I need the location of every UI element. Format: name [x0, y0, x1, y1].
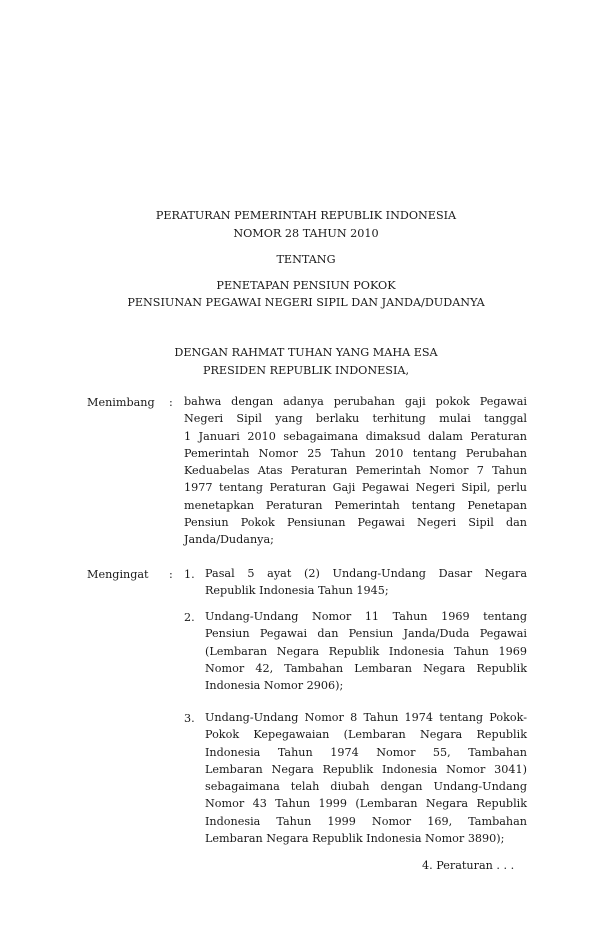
menimbang-text [184, 393, 527, 549]
menimbang-line: Keduabelas Atas Peraturan Pemerintah Nomor 7 Tahun [184, 464, 527, 478]
list-item-number: 1. [184, 568, 195, 581]
menimbang-line: Negeri Sipil yang berlaku terhitung mulai tanggal [184, 412, 527, 426]
tentang-heading: TENTANG [276, 253, 336, 266]
list-item-number: 2. [184, 611, 195, 624]
list-item [205, 608, 527, 694]
mengingat-label: Mengingat [87, 568, 149, 581]
preamble-line-2: PRESIDEN REPUBLIK INDONESIA, [202, 364, 410, 377]
regulation-number: NOMOR 28 TAHUN 2010 [233, 227, 379, 240]
continuation-marker: 4. Peraturan . . . [422, 859, 515, 872]
menimbang-line: Pemerintah Nomor 25 Tahun 2010 tentang Perubahan [184, 446, 527, 460]
menimbang-line: Pensiun Pokok Pensiunan Pegawai Negeri Sipil dan [184, 516, 527, 530]
list-item-line: (Lembaran Negara Republik Indonesia Tahun 1969 [205, 644, 527, 658]
list-item-line: Pokok Kepegawaian (Lembaran Negara Republik [205, 728, 527, 742]
mengingat-colon: : [169, 568, 173, 581]
menimbang-line: bahwa dengan adanya perubahan gaji pokok Pegawai [184, 395, 527, 408]
menimbang-line: menetapkan Peraturan Pemerintah tentang Penetapan [184, 498, 527, 512]
list-item-line: Lembaran Negara Republik Indonesia Nomor 3041) [205, 762, 527, 776]
list-item [205, 709, 527, 847]
list-item-line: Undang-Undang Nomor 11 Tahun 1969 tentang [205, 610, 527, 623]
list-item [205, 565, 527, 600]
list-item-line: Nomor 42, Tambahan Lembaran Negara Republik [205, 661, 527, 675]
list-item-line: Lembaran Negara Republik Indonesia Nomor 3890); [205, 832, 505, 846]
list-item-line: Undang-Undang Nomor 8 Tahun 1974 tentang Pokok- [205, 711, 527, 724]
list-item-number: 3. [184, 712, 195, 725]
list-item-line: sebagaimana telah diubah dengan Undang-Undang [205, 780, 527, 794]
list-item-line: Pasal 5 ayat (2) Undang-Undang Dasar Negara [205, 567, 527, 580]
subject-line-1: PENETAPAN PENSIUN POKOK [216, 279, 396, 292]
subject-line-2: PENSIUNAN PEGAWAI NEGERI SIPIL DAN JANDA/DUDANYA [127, 296, 485, 309]
menimbang-line: 1977 tentang Peraturan Gaji Pegawai Negeri Sipil, perlu [184, 481, 527, 495]
menimbang-line: 1 Januari 2010 sebagaimana dimaksud dalam Peraturan [184, 429, 527, 443]
preamble-line-1: DENGAN RAHMAT TUHAN YANG MAHA ESA [174, 346, 438, 359]
list-item-line: Indonesia Tahun 1999 Nomor 169, Tambahan [205, 814, 527, 828]
menimbang-line: Janda/Dudanya; [184, 533, 274, 547]
menimbang-colon: : [169, 396, 173, 409]
list-item-line: Nomor 43 Tahun 1999 (Lembaran Negara Republik [205, 797, 527, 811]
menimbang-label: Menimbang [87, 396, 155, 409]
regulation-title: PERATURAN PEMERINTAH REPUBLIK INDONESIA [155, 209, 457, 222]
list-item-line: Indonesia Tahun 1974 Nomor 55, Tambahan [205, 745, 527, 759]
list-item-line: Pensiun Pegawai dan Pensiun Janda/Duda Pegawai [205, 627, 527, 641]
list-item-line: Republik Indonesia Tahun 1945; [205, 584, 389, 598]
list-item-line: Indonesia Nomor 2906); [205, 679, 344, 693]
